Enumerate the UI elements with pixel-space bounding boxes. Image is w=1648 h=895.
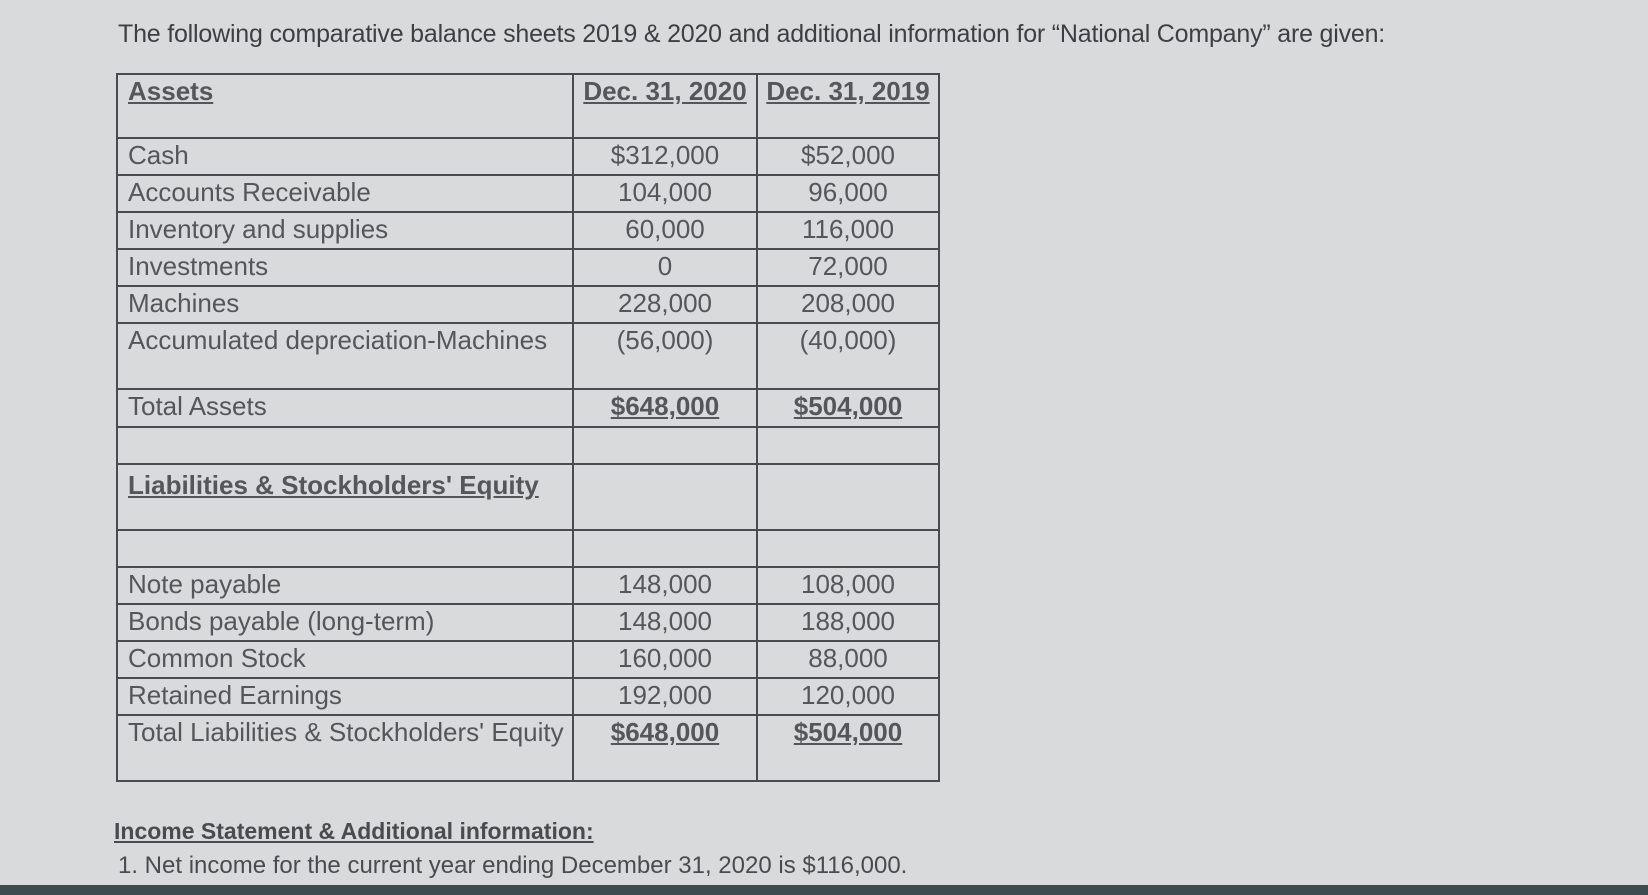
row-label: Accounts Receivable bbox=[117, 175, 573, 212]
total-liabilities-2020: $648,000 bbox=[573, 715, 757, 781]
row-label: Cash bbox=[117, 138, 573, 175]
total-liabilities-row bbox=[117, 715, 939, 781]
table-row bbox=[117, 678, 939, 715]
row-value-2020: 60,000 bbox=[573, 212, 757, 249]
table-row bbox=[117, 567, 939, 604]
row-value-2020: 148,000 bbox=[573, 567, 757, 604]
row-value-2019: 120,000 bbox=[757, 678, 939, 715]
empty-row bbox=[117, 427, 939, 464]
total-assets-row bbox=[117, 389, 939, 427]
row-value-2020: (56,000) bbox=[573, 323, 757, 389]
table-row bbox=[117, 286, 939, 323]
row-value-2020: 104,000 bbox=[573, 175, 757, 212]
balance-sheet-table bbox=[116, 73, 940, 782]
total-assets-label: Total Assets bbox=[117, 389, 573, 427]
table-row bbox=[117, 604, 939, 641]
table-row bbox=[117, 138, 939, 175]
row-value-2020: 228,000 bbox=[573, 286, 757, 323]
table-row bbox=[117, 641, 939, 678]
row-value-2019: 108,000 bbox=[757, 567, 939, 604]
table-row bbox=[117, 323, 939, 389]
row-label: Inventory and supplies bbox=[117, 212, 573, 249]
row-value-2019: 116,000 bbox=[757, 212, 939, 249]
row-value-2019: 88,000 bbox=[757, 641, 939, 678]
row-label: Investments bbox=[117, 249, 573, 286]
total-liabilities-label: Total Liabilities & Stockholders' Equity bbox=[117, 715, 573, 781]
liabilities-heading: Liabilities & Stockholders' Equity bbox=[117, 464, 573, 530]
row-value-2020: 192,000 bbox=[573, 678, 757, 715]
row-label: Machines bbox=[117, 286, 573, 323]
row-value-2020: 0 bbox=[573, 249, 757, 286]
total-liabilities-2019: $504,000 bbox=[757, 715, 939, 781]
row-value-2019: (40,000) bbox=[757, 323, 939, 389]
row-value-2019: 72,000 bbox=[757, 249, 939, 286]
bottom-bar bbox=[0, 885, 1648, 895]
row-value-2020: 148,000 bbox=[573, 604, 757, 641]
total-assets-2019: $504,000 bbox=[757, 389, 939, 427]
table-row bbox=[117, 212, 939, 249]
row-label: Note payable bbox=[117, 567, 573, 604]
empty-row bbox=[117, 530, 939, 567]
assets-heading: Assets bbox=[117, 74, 573, 138]
table-row bbox=[117, 249, 939, 286]
row-label: Retained Earnings bbox=[117, 678, 573, 715]
table-row bbox=[117, 175, 939, 212]
row-label: Common Stock bbox=[117, 641, 573, 678]
row-value-2020: 160,000 bbox=[573, 641, 757, 678]
row-value-2019: 208,000 bbox=[757, 286, 939, 323]
additional-info-item: 1. Net income for the current year ending December 31, 2020 is $116,000. bbox=[118, 852, 908, 879]
intro-text: The following comparative balance sheets 2019 & 2020 and additional information for “National Company” are given: bbox=[118, 20, 1386, 48]
table-header-row bbox=[117, 74, 939, 138]
row-label: Bonds payable (long-term) bbox=[117, 604, 573, 641]
row-value-2020: $312,000 bbox=[573, 138, 757, 175]
row-value-2019: 96,000 bbox=[757, 175, 939, 212]
row-label: Accumulated depreciation-Machines bbox=[117, 323, 573, 389]
column-header-2020: Dec. 31, 2020 bbox=[573, 74, 757, 138]
liabilities-heading-row bbox=[117, 464, 939, 530]
column-header-2019: Dec. 31, 2019 bbox=[757, 74, 939, 138]
additional-info-title: Income Statement & Additional information: bbox=[114, 818, 594, 844]
row-value-2019: 188,000 bbox=[757, 604, 939, 641]
row-value-2019: $52,000 bbox=[757, 138, 939, 175]
total-assets-2020: $648,000 bbox=[573, 389, 757, 427]
